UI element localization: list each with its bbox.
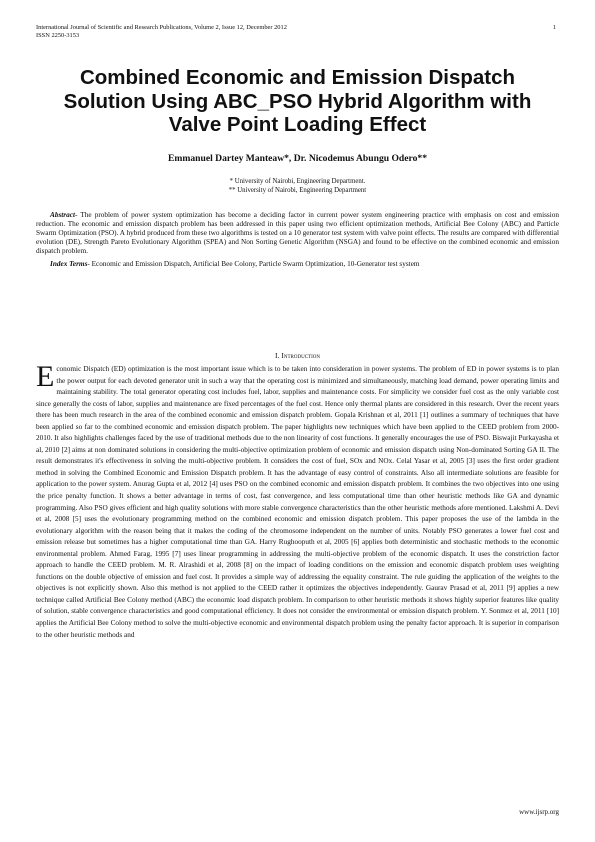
- issn: ISSN 2250-3153: [36, 32, 80, 40]
- abstract-block: [36, 211, 559, 269]
- section-number: I.: [275, 351, 280, 360]
- affiliation-2: ** University of Nairobi, Engineering Department: [228, 186, 367, 194]
- introduction-paragraph: [36, 360, 559, 641]
- drop-cap: E: [36, 360, 55, 393]
- index-terms-text: - Economic and Emission Dispatch, Artificial Bee Colony, Particle Swarm Optimization, 10-Generator test system: [87, 259, 420, 268]
- paper-title: Combined Economic and Emission Dispatch Solution Using ABC_PSO Hybrid Algorithm with Valve Point Loading Effect: [63, 66, 532, 136]
- abstract-label: Abstract: [50, 211, 75, 219]
- index-terms-label: Index Terms: [50, 259, 88, 268]
- author-list: Emmanuel Dartey Manteaw*, Dr. Nicodemus Abungu Odero**: [167, 153, 428, 164]
- journal-name: International Journal of Scientific and Research Publications, Volume 2, Issue 12, December 2012: [36, 24, 287, 31]
- section-heading: [36, 351, 559, 360]
- introduction-body: [36, 360, 559, 641]
- footer-url: www.ijsrp.org: [519, 808, 559, 816]
- affiliation-1: * University of Nairobi, Engineering Department.: [229, 178, 366, 185]
- section-title: Introduction: [281, 351, 320, 360]
- journal-header: [36, 24, 556, 40]
- index-terms-paragraph: [36, 260, 559, 269]
- introduction-text: conomic Dispatch (ED) optimization is the most important issue which is to be taken into consideration in power systems. The problem of ED in power systems is to plan the power output for each devoted generator unit in such a way that the operating cost is minimized and simultaneously, matching load demand, power operating limits and maintaining stability. The total generator operating cost includes fuel, labor, supplies and maintenance costs. For simplicity we consider fuel cost as the only variable cost since generally the costs of labor, supplies and maintenance are fixed percentages of the fuel cost. Hence only thermal plants are considered in this research. Over the recent years there has been much research in the area of the combined economic and emission dispatch problem. Gopala Krishnan et al, 2011 [1] outlines a summary of techniques that have been applied so far to the combined economic and emission dispatch problem. The paper highlights new techniques which have been applied to the CEED problem from 2000-2010. It also highlights challenges faced by the use of traditional methods due to the non linearity of cost functions. It generally encourages the use of PSO. Biswajit Purkayasha et al, 2010 [2] aims at non dominated solutions in considering the multi-objective optimization problem of economic and emission dispatch using Non-dominated Sorting GA II. The result demonstrates it's effectiveness in solving the multi-objective problem. It considers the cost of fuel, SOx and NOx. Celal Yasar et al, 2005 [3] uses the first order gradient method in solving the Combined Economic and Emission Dispatch problem. It has the advantage of easy control of constraints. Also all intermediate solutions are feasible for application to the power system. Anurag Gupta et al, 2012 [4] uses PSO on the combined economic and emission dispatch problem. It combines the two objectives into one using the price penalty function. It shows a better advantage in terms of cost, fast convergence, and less computational time than other heuristic methods like GA and dynamic programming. Also PSO gives efficient and high quality solutions with more stable convergence characteristics than the other heuristic methods afore mentioned. Lakshmi A. Devi et al, 2008 [5] uses the evolutionary programming method on the combined economic and emission dispatch problem. This paper proposes the use of the lambda in the evolutionary algorithm with the reason being that it makes the coding of the chromosome independent on the number of units. Notably PSO generates a lower fuel cost and emission release but sometimes has a higher computational time than GA. Harry Rughooputh et al, 2005 [6] applies both deterministic and stochastic methods to the economic environmental problem. Ahmed Farag, 1995 [7] uses linear programming in addressing the multi-objective problem of the economic dispatch. It uses the constriction factor approach to handle the CEED problem. M. R. Alrashidi et al, 2008 [8] on the impact of loading conditions on the emission and economic dispatch problem uses weighting functions on the double objective of emission and fuel cost. It provides a simple way of addressing the equality constraint. The rule guiding the application of the weights to the objectives is not explicitly shown. Also this method is not applied to the CEED rather it optimizes the objectives independently. Gaurav Prasad et al, 2011 [9] applies a new technique called Artificial Bee Colony method (ABC) the economic load dispatch problem. In comparison to other heuristic methods it shows highly superior features like quality of solution, stable convergence characteristics and good computational efficiency. It does not consider the environmental or emission dispatch problem. Y. Sonmez et al, 2011 [10] applies the Artificial Bee Colony method to solve the multi-objective economic and environmental dispatch problem using the penalty factor approach. It is superior in comparison to the other heuristic methods and: [36, 365, 559, 639]
- page-number: 1: [552, 24, 556, 31]
- affiliations: [36, 178, 559, 195]
- abstract-text: - The problem of power system optimization has become a deciding factor in current power system engineering practice with emphasis on cost and emission reduction. The economic and emission dispatch problem has been addressed in this paper using two efficient optimization methods, Artificial Bee Colony (ABC) and Particle Swarm Optimization (PSO). A hybrid produced from these two algorithms is tested on a 10 generator test system with valve point effects. The results are compared with differential evolution (DE), Strength Pareto Evolutionary Algorithm (SPEA) and Non Sorting Genetic Algorithm (NSGA) and found to be effective on the combined economic and emission dispatch problem.: [36, 211, 559, 255]
- abstract-paragraph: [36, 211, 559, 256]
